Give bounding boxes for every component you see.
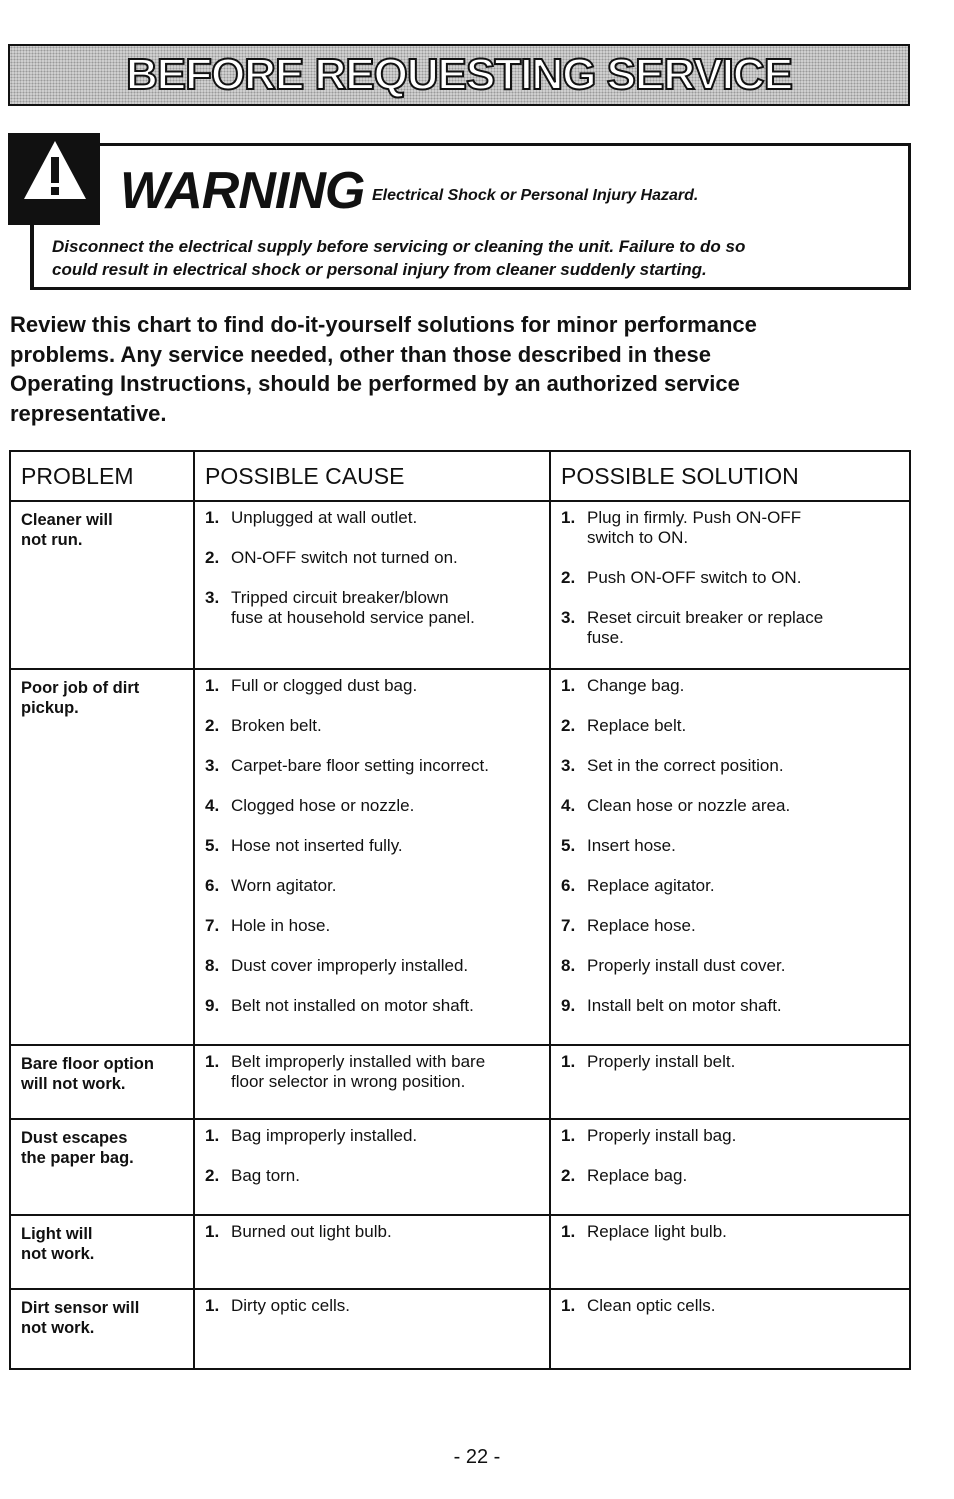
item-number-text: 1. [561,676,576,695]
item-text [587,676,903,696]
item-number [205,796,231,816]
item-number [561,956,587,976]
table-row [10,501,910,669]
problem-cell [10,669,194,1045]
item-number-text: 7. [561,916,576,935]
solution-item [561,608,903,648]
item-line: Broken belt. [231,716,322,735]
solution-item [561,796,903,816]
item-line: Dust cover improperly installed. [231,956,469,975]
item-line: Hose not inserted fully. [231,836,403,855]
item-number-text: 2. [561,568,576,587]
item-number-text: 8. [205,956,220,975]
item-number [561,1126,587,1146]
item-line: switch to ON. [587,528,689,547]
item-line: fuse at household service panel. [231,608,475,627]
item-line: Plug in firmly. Push ON-OFF [587,508,802,527]
solution-item [561,716,903,736]
item-number [561,508,587,548]
cause-item [205,916,543,936]
page-number: - 22 - [453,1446,501,1468]
header-problem: PROBLEM [10,451,194,501]
warning-body-line: Disconnect the electrical supply before servicing or cleaning the unit. Failure to do so [52,237,746,256]
item-number-text: 1. [205,1052,220,1071]
problem-text: not work. [21,1245,95,1263]
intro-line: problems. Any service needed, other than those described in these [10,341,711,367]
item-text [231,996,543,1016]
cause-cell [194,1289,550,1369]
item-number-text: 9. [205,996,220,1015]
item-text [587,1222,903,1242]
item-number-text: 5. [205,836,220,855]
item-number [561,716,587,736]
item-number [561,916,587,936]
item-number [205,1296,231,1316]
item-text [587,956,903,976]
item-text [231,716,543,736]
cause-cell [194,501,550,669]
item-line: Hole in hose. [231,916,331,935]
problem-text: Dust escapes [21,1129,128,1147]
cause-item [205,508,543,528]
item-number [205,836,231,856]
cause-item [205,756,543,776]
header-possible-cause: POSSIBLE CAUSE [194,451,550,501]
item-number [561,676,587,696]
item-number-text: 2. [561,1166,576,1185]
warning-body-line: could result in electrical shock or personal injury from cleaner suddenly starting. [52,260,707,279]
item-number-text: 1. [205,676,220,695]
item-number-text: 1. [561,508,576,527]
warning-subtitle: Electrical Shock or Personal Injury Hazard. [372,187,699,204]
item-line: Clean optic cells. [587,1296,716,1315]
cause-cell [194,1215,550,1289]
cause-item [205,716,543,736]
item-text [231,916,543,936]
item-line: Bag torn. [231,1166,300,1185]
item-number-text: 2. [205,716,220,735]
cause-item [205,676,543,696]
item-text [231,1166,543,1186]
item-text [231,1126,543,1146]
item-number-text: 7. [205,916,220,935]
item-number-text: 2. [561,716,576,735]
item-line: Belt improperly installed with bare [231,1052,486,1071]
warning-icon-background [8,133,100,225]
item-number-text: 8. [561,956,576,975]
problem-text: pickup. [21,699,79,717]
table-row [10,1289,910,1369]
problem-text: Poor job of dirt [21,679,140,697]
cause-item [205,996,543,1016]
item-text [587,716,903,736]
item-number-text: 6. [205,876,220,895]
solution-item [561,568,903,588]
warning-title: WARNING [120,162,365,220]
warning-body [52,235,892,281]
item-text [231,1222,543,1242]
item-number [561,1296,587,1316]
item-number [561,1166,587,1186]
item-number [205,1166,231,1186]
problem-text: Light will [21,1225,93,1243]
item-number-text: 3. [205,756,220,775]
solution-item [561,676,903,696]
item-number [561,608,587,648]
item-text [231,588,543,628]
item-number [205,1126,231,1146]
table-row [10,1119,910,1215]
cause-item [205,1052,543,1092]
solution-item [561,876,903,896]
item-line: Burned out light bulb. [231,1222,392,1241]
problem-cell [10,1215,194,1289]
item-text [231,508,543,528]
item-number [205,756,231,776]
table-body [10,501,910,1369]
item-line: Dirty optic cells. [231,1296,351,1315]
solution-item [561,956,903,976]
solution-cell [550,669,910,1045]
item-text [587,608,903,648]
cause-cell [194,1045,550,1119]
item-line: fuse. [587,628,624,647]
item-number-text: 1. [205,1296,220,1315]
item-line: Replace belt. [587,716,687,735]
item-line: Clogged hose or nozzle. [231,796,415,815]
item-line: ON-OFF switch not turned on. [231,548,458,567]
intro-line: Review this chart to find do-it-yourself solutions for minor performance [10,312,757,337]
item-line: Install belt on motor shaft. [587,996,782,1015]
cause-cell [194,669,550,1045]
item-number [205,916,231,936]
item-text [587,568,903,588]
item-line: Reset circuit breaker or replace [587,608,824,627]
item-number [561,1052,587,1072]
item-number [561,1222,587,1242]
item-number-text: 2. [205,1166,220,1185]
item-line: Replace hose. [587,916,696,935]
cause-item [205,1296,543,1316]
item-text [231,796,543,816]
item-text [231,956,543,976]
solution-cell [550,501,910,669]
solution-cell [550,1289,910,1369]
item-line: floor selector in wrong position. [231,1072,466,1091]
problem-text: not work. [21,1319,95,1337]
table-header-row [10,451,910,501]
item-number [205,676,231,696]
problem-text: Bare floor option [21,1055,154,1073]
solution-item [561,916,903,936]
cause-item [205,1126,543,1146]
solution-item [561,1126,903,1146]
item-number-text: 1. [561,1296,576,1315]
item-text [587,1052,903,1072]
item-line: Push ON-OFF switch to ON. [587,568,802,587]
cause-item [205,588,543,628]
table-row [10,1045,910,1119]
intro-line: representative. [10,400,167,426]
item-number-text: 1. [205,508,220,527]
solution-item [561,756,903,776]
item-line: Clean hose or nozzle area. [587,796,791,815]
item-number-text: 3. [205,588,220,607]
item-text [587,1296,903,1316]
table-row [10,669,910,1045]
item-text [587,996,903,1016]
item-number [561,836,587,856]
solution-item [561,1166,903,1186]
item-line: Properly install dust cover. [587,956,786,975]
table-row [10,1215,910,1289]
item-number [205,1052,231,1092]
item-number-text: 6. [561,876,576,895]
item-number [205,1222,231,1242]
item-number-text: 2. [205,548,220,567]
item-text [231,876,543,896]
problem-text: will not work. [21,1075,126,1093]
item-text [587,916,903,936]
solution-cell [550,1045,910,1119]
item-number [561,996,587,1016]
item-line: Belt not installed on motor shaft. [231,996,474,1015]
warning-box [8,143,911,290]
solution-item [561,1296,903,1316]
item-text [587,796,903,816]
problem-cell [10,1045,194,1119]
banner-title: BEFORE REQUESTING SERVICE [125,50,793,99]
cause-item [205,796,543,816]
cause-cell [194,1119,550,1215]
solution-item [561,508,903,548]
item-line: Insert hose. [587,836,676,855]
solution-item [561,996,903,1016]
item-number-text: 1. [205,1222,220,1241]
item-line: Unplugged at wall outlet. [231,508,418,527]
item-number-text: 4. [205,796,220,815]
warning-triangle-icon [22,137,88,203]
item-text [587,508,903,548]
item-line: Properly install belt. [587,1052,736,1071]
item-line: Replace agitator. [587,876,715,895]
item-number [561,756,587,776]
cause-item [205,548,543,568]
item-number [205,876,231,896]
item-number [205,588,231,628]
problem-text: Dirt sensor will [21,1299,140,1317]
cause-item [205,876,543,896]
solution-cell [550,1215,910,1289]
item-number-text: 4. [561,796,576,815]
item-line: Carpet-bare floor setting incorrect. [231,756,489,775]
cause-item [205,1166,543,1186]
item-text [587,876,903,896]
solution-item [561,1052,903,1072]
item-text [231,548,543,568]
item-line: Change bag. [587,676,685,695]
item-line: Replace light bulb. [587,1222,727,1241]
problem-text: the paper bag. [21,1149,134,1167]
item-text [587,756,903,776]
banner [8,44,910,106]
item-number-text: 1. [205,1126,220,1145]
troubleshooting-table [9,450,911,1370]
problem-cell [10,501,194,669]
item-text [231,836,543,856]
item-number [205,956,231,976]
item-number [205,716,231,736]
item-line: Tripped circuit breaker/blown [231,588,449,607]
item-text [231,1052,543,1092]
item-number-text: 3. [561,756,576,775]
item-number-text: 1. [561,1222,576,1241]
solution-cell [550,1119,910,1215]
item-number [561,568,587,588]
item-text [587,836,903,856]
item-text [231,676,543,696]
intro-paragraph [10,310,880,428]
problem-cell [10,1119,194,1215]
item-line: Bag improperly installed. [231,1126,418,1145]
solution-item [561,1222,903,1242]
intro-line: Operating Instructions, should be performed by an authorized service [10,371,740,396]
item-line: Worn agitator. [231,876,337,895]
item-number-text: 9. [561,996,576,1015]
problem-text: not run. [21,531,83,549]
header-possible-solution: POSSIBLE SOLUTION [550,451,910,501]
item-number-text: 5. [561,836,576,855]
item-number-text: 3. [561,608,576,627]
cause-item [205,836,543,856]
item-number [205,548,231,568]
cause-item [205,1222,543,1242]
item-text [587,1166,903,1186]
item-line: Properly install bag. [587,1126,737,1145]
item-number [205,508,231,528]
item-number [205,996,231,1016]
item-number-text: 1. [561,1126,576,1145]
cause-item [205,956,543,976]
problem-text: Cleaner will [21,511,113,529]
item-line: Set in the correct position. [587,756,784,775]
problem-cell [10,1289,194,1369]
item-text [231,756,543,776]
item-number-text: 1. [561,1052,576,1071]
item-line: Replace bag. [587,1166,688,1185]
item-line: Full or clogged dust bag. [231,676,418,695]
item-text [587,1126,903,1146]
item-number [561,796,587,816]
solution-item [561,836,903,856]
item-number [561,876,587,896]
item-text [231,1296,543,1316]
